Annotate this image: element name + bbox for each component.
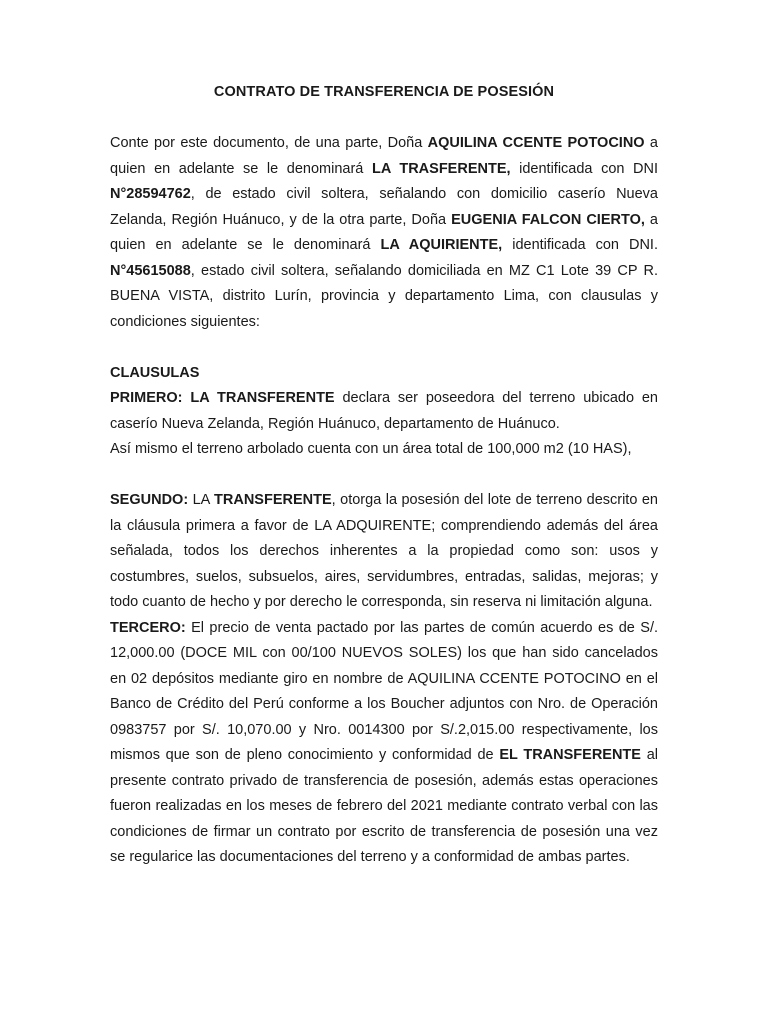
intro-text-5: a quien en adelante se le denominará — [110, 211, 658, 253]
tercero-text-1: El precio de venta pactado por las partes de común acuerdo es de S/. 12,000.00 (DOCE MIL con 00/100 NUEVOS SOLES) los que han sido cancelados en 02 depósitos mediante giro en nombre de AQUILINA CCENTE POTOCINO en el Banco de Crédito del Perú conforme a los Boucher adjuntos con Nro. de Operación 0983757 por S/. 10,070.00 y Nro. 0014300 por S/.2,015.00 respectivamente, los mismos que son de pleno conocimiento y conformidad de — [110, 619, 658, 763]
tercero-bold: EL TRANSFERENTE — [499, 747, 641, 763]
tercero-text-2: al presente contrato privado de transferencia de posesión, además estas operaciones fueron realizadas en los meses de febrero del 2021 mediante contrato verbal con las condiciones de firmar un contrato por escrito de transferencia de posesión una vez se regularice las documentaciones del terreno y a conformidad de ambas partes. — [110, 747, 658, 865]
document-title: CONTRATO DE TRANSFERENCIA DE POSESIÓN — [213, 84, 555, 100]
primero-label: PRIMERO: LA TRANSFERENTE — [110, 390, 335, 406]
party2-role: LA AQUIRIENTE, — [380, 237, 503, 253]
intro-text-1: Conte por este documento, de una parte, Doña — [110, 135, 428, 151]
primero-text: declara ser poseedora del terreno ubicado en caserío Nueva Zelanda, Región Huánuco, departamento de Huánuco. — [110, 390, 658, 432]
segundo-bold: TRANSFERENTE — [214, 492, 332, 508]
tercero-label: TERCERO: — [110, 619, 186, 636]
party1-dni: N°28594762 — [110, 186, 191, 202]
clausulas-heading: CLAUSULAS — [110, 364, 200, 381]
clause-primero-continued: Así mismo el terreno arbolado cuenta con un área total de 100,000 m2 (10 HAS), — [110, 441, 632, 457]
clause-segundo — [110, 488, 658, 616]
intro-paragraph — [110, 131, 658, 335]
party2-name: EUGENIA FALCON CIERTO, — [451, 211, 645, 228]
party2-dni: N°45615088 — [110, 262, 191, 279]
party1-role: LA TRASFERENTE, — [371, 160, 511, 177]
intro-text-7: , estado civil soltera, señalando domiciliada en MZ C1 Lote 39 CP R. BUENA VISTA, distrito Lurín, provincia y departamento Lima, con clausulas y condiciones siguientes: — [110, 262, 658, 330]
document-body — [110, 131, 658, 871]
segundo-text-2: , otorga la posesión del lote de terreno descrito en la cláusula primera a favor de LA ADQUIRENTE; comprendiendo además del área señalada, todos los derechos inherentes a la propiedad como son: usos y costumbres, suelos, subsuelos, aires, servidumbres, entradas, salidas, mejoras; y todo cuanto de hecho y por derecho le corresponda, sin reserva ni limitación alguna. — [110, 492, 658, 610]
intro-text-2: a quien en adelante se le denominará — [110, 135, 658, 177]
intro-text-6: identificada con DNI. — [502, 237, 658, 253]
party1-name: AQUILINA CCENTE POTOCINO — [427, 135, 645, 151]
clause-primero — [110, 386, 658, 437]
clause-tercero — [110, 616, 658, 871]
intro-text-4: , de estado civil soltera, señalando con domicilio caserío Nueva Zelanda, Región Huánuco, y de la otra parte, Doña — [110, 186, 658, 228]
segundo-text-1: LA — [188, 492, 215, 508]
segundo-label: SEGUNDO: — [110, 492, 189, 508]
intro-text-3: identificada con DNI — [510, 160, 659, 177]
